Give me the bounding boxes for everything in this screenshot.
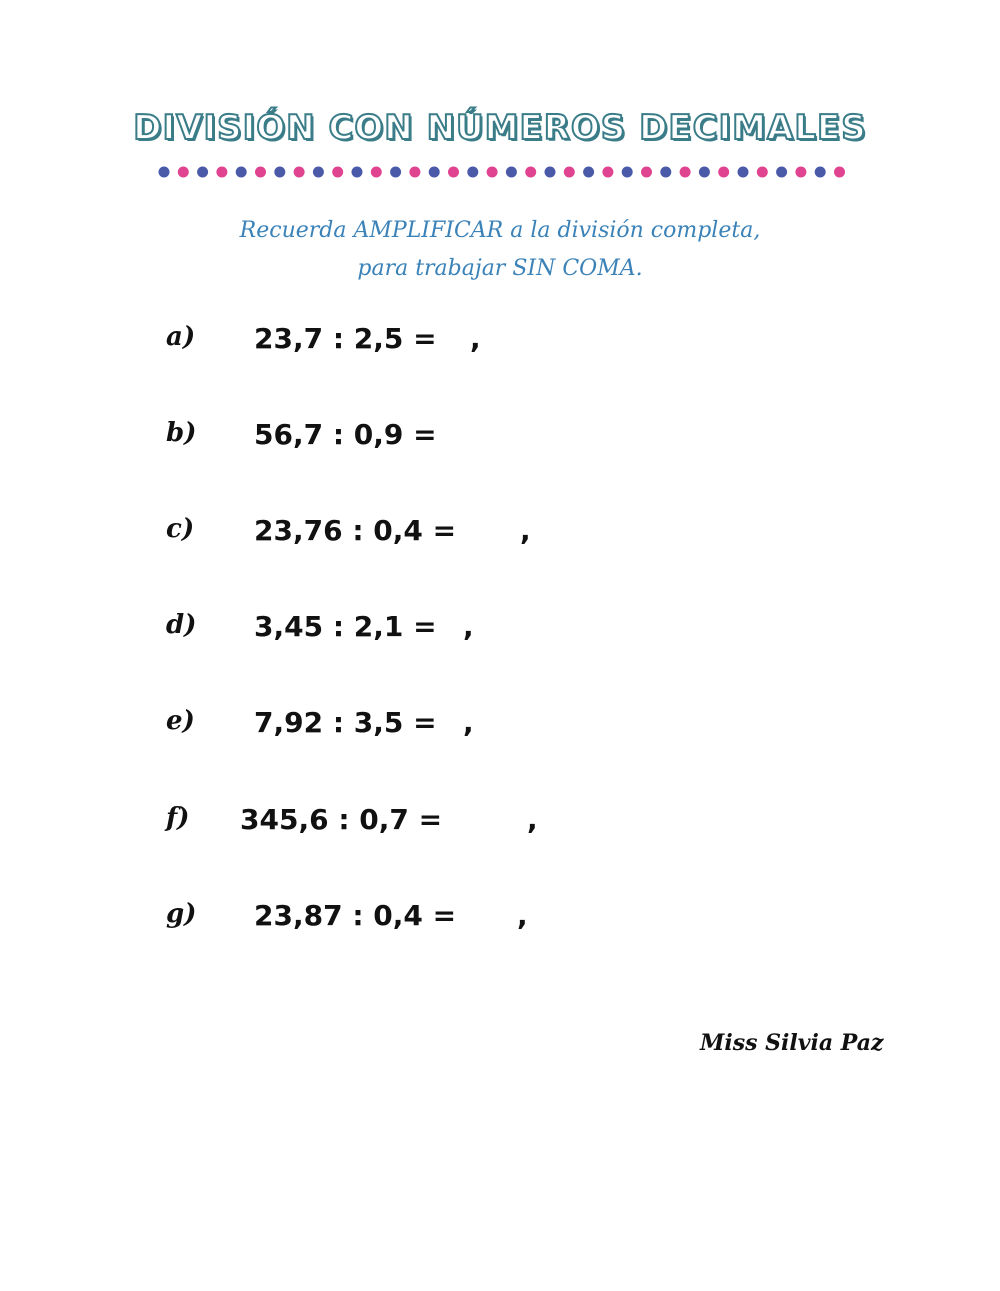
divider-dot — [409, 167, 420, 178]
divider-dot — [255, 167, 266, 178]
divider-dot — [776, 167, 787, 178]
divider-dot — [467, 167, 478, 178]
divider-dot — [178, 167, 189, 178]
divider-dot — [641, 167, 652, 178]
divider-dot — [834, 167, 845, 178]
divider-dot — [660, 167, 671, 178]
exercise-expression: 7,92 : 3,5 = — [254, 706, 437, 739]
divider-dot — [525, 167, 536, 178]
exercise-expression: 23,76 : 0,4 = — [254, 514, 457, 547]
divider-dot — [738, 167, 749, 178]
divider-dot — [390, 167, 401, 178]
exercise-expression: 23,87 : 0,4 = — [254, 899, 457, 932]
divider-dot — [313, 167, 324, 178]
divider-dot — [236, 167, 247, 178]
exercise-expression: 3,45 : 2,1 = — [254, 610, 437, 643]
exercise-expression: 23,7 : 2,5 = — [254, 322, 437, 355]
answer-comma: , — [463, 706, 474, 739]
divider-dot — [294, 167, 305, 178]
exercise-e — [0, 706, 1000, 756]
answer-comma: , — [520, 514, 531, 547]
divider-dot — [332, 167, 343, 178]
divider-dot — [448, 167, 459, 178]
divider-dot — [757, 167, 768, 178]
divider-dot — [197, 167, 208, 178]
exercise-label: d) — [166, 610, 197, 640]
divider-dot — [429, 167, 440, 178]
divider-dot — [352, 167, 363, 178]
exercise-label: c) — [166, 514, 195, 544]
exercise-g — [0, 899, 1000, 949]
answer-comma: , — [470, 322, 481, 355]
exercise-label: g) — [166, 899, 197, 929]
exercise-c — [0, 514, 1000, 564]
exercise-expression: 345,6 : 0,7 = — [240, 803, 443, 836]
divider-dot — [216, 167, 227, 178]
worksheet-title: DIVISIÓN CON NÚMEROS DECIMALES — [133, 108, 867, 148]
divider-dot — [699, 167, 710, 178]
divider-dot — [718, 167, 729, 178]
divider-dot — [564, 167, 575, 178]
exercise-label: e) — [166, 706, 195, 736]
exercise-label: f) — [166, 803, 190, 833]
dotted-divider — [158, 164, 858, 180]
divider-dot — [487, 167, 498, 178]
divider-dot — [371, 167, 382, 178]
divider-dot — [795, 167, 806, 178]
divider-dot — [602, 167, 613, 178]
divider-dot — [545, 167, 556, 178]
exercise-expression: 56,7 : 0,9 = — [254, 418, 437, 451]
divider-dot — [680, 167, 691, 178]
instruction-line-1: Recuerda AMPLIFICAR a la división completa, — [239, 218, 761, 243]
exercise-label: b) — [166, 418, 197, 448]
divider-dot — [506, 167, 517, 178]
exercise-a — [0, 322, 1000, 372]
answer-comma: , — [463, 610, 474, 643]
divider-dot — [159, 167, 170, 178]
exercise-b — [0, 418, 1000, 468]
divider-dot — [622, 167, 633, 178]
exercise-d — [0, 610, 1000, 660]
answer-comma: , — [517, 899, 528, 932]
author-signature: Miss Silvia Paz — [700, 1030, 884, 1056]
exercise-f — [0, 803, 1000, 853]
divider-dot — [815, 167, 826, 178]
answer-comma: , — [527, 803, 538, 836]
exercise-label: a) — [166, 322, 196, 352]
divider-dot — [583, 167, 594, 178]
instruction-line-2: para trabajar SIN COMA. — [357, 256, 643, 281]
divider-dot — [274, 167, 285, 178]
